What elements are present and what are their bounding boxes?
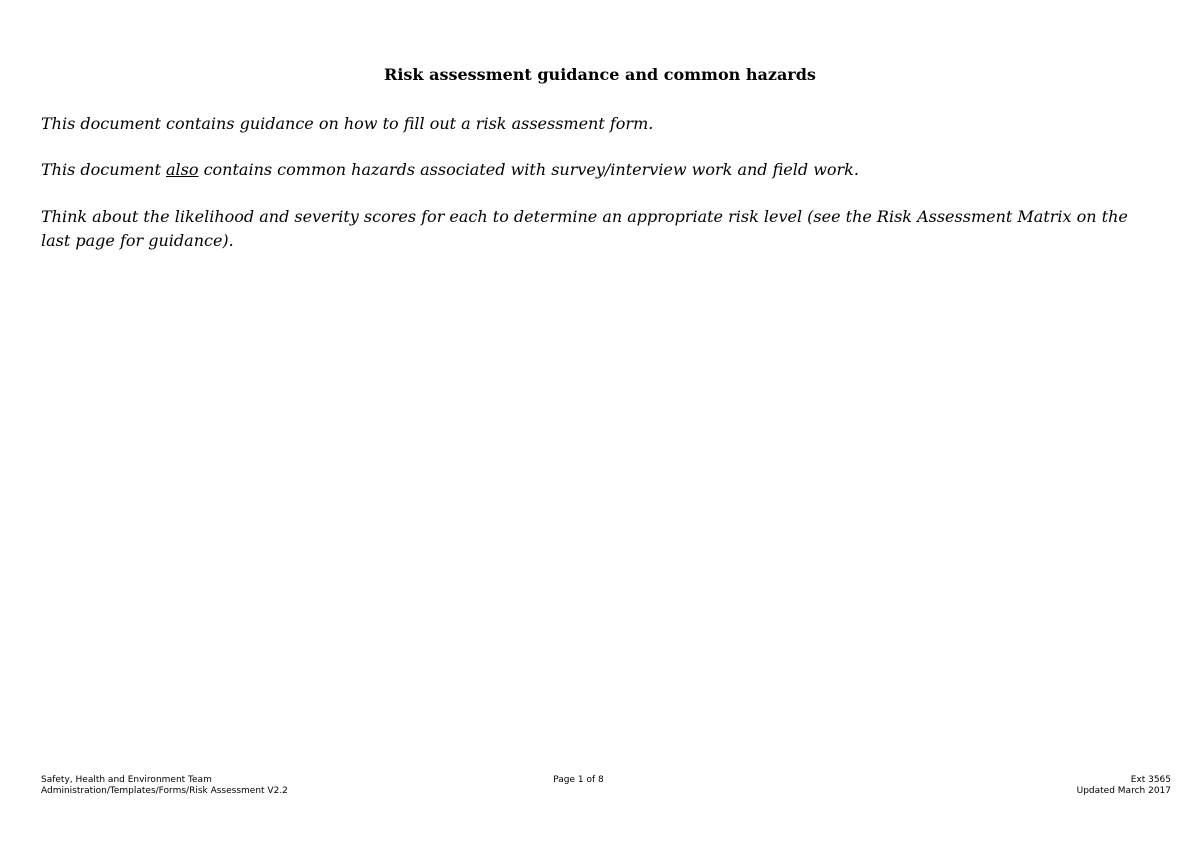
guidance-text: Think about the likelihood and severity scores for each to determine an appropriate risk level (see the Risk Assessment Matrix on the last page for guidance).: [41, 207, 1128, 250]
footer-path: Administration/Templates/Forms/Risk Assessment V2.2: [41, 786, 288, 796]
page-number: Page 1 of 8: [553, 775, 604, 785]
intro-text: This document contains guidance on how to fill out a risk assessment form.: [41, 114, 654, 133]
footer-extension: Ext 3565: [1130, 775, 1171, 785]
also-emphasis: also: [166, 160, 199, 179]
page-title: Risk assessment guidance and common hazards: [384, 65, 816, 84]
also-text-before: This document: [41, 160, 166, 179]
footer-team: Safety, Health and Environment Team: [41, 775, 212, 785]
also-text-after: contains common hazards associated with survey/interview work and field work.: [198, 160, 859, 179]
intro-paragraph: [41, 112, 1161, 136]
guidance-paragraph: [41, 205, 1161, 253]
footer-right: [1077, 775, 1171, 797]
footer-updated: Updated March 2017: [1076, 786, 1171, 796]
footer-page-number: [0, 775, 1157, 786]
also-paragraph: [41, 158, 1161, 182]
